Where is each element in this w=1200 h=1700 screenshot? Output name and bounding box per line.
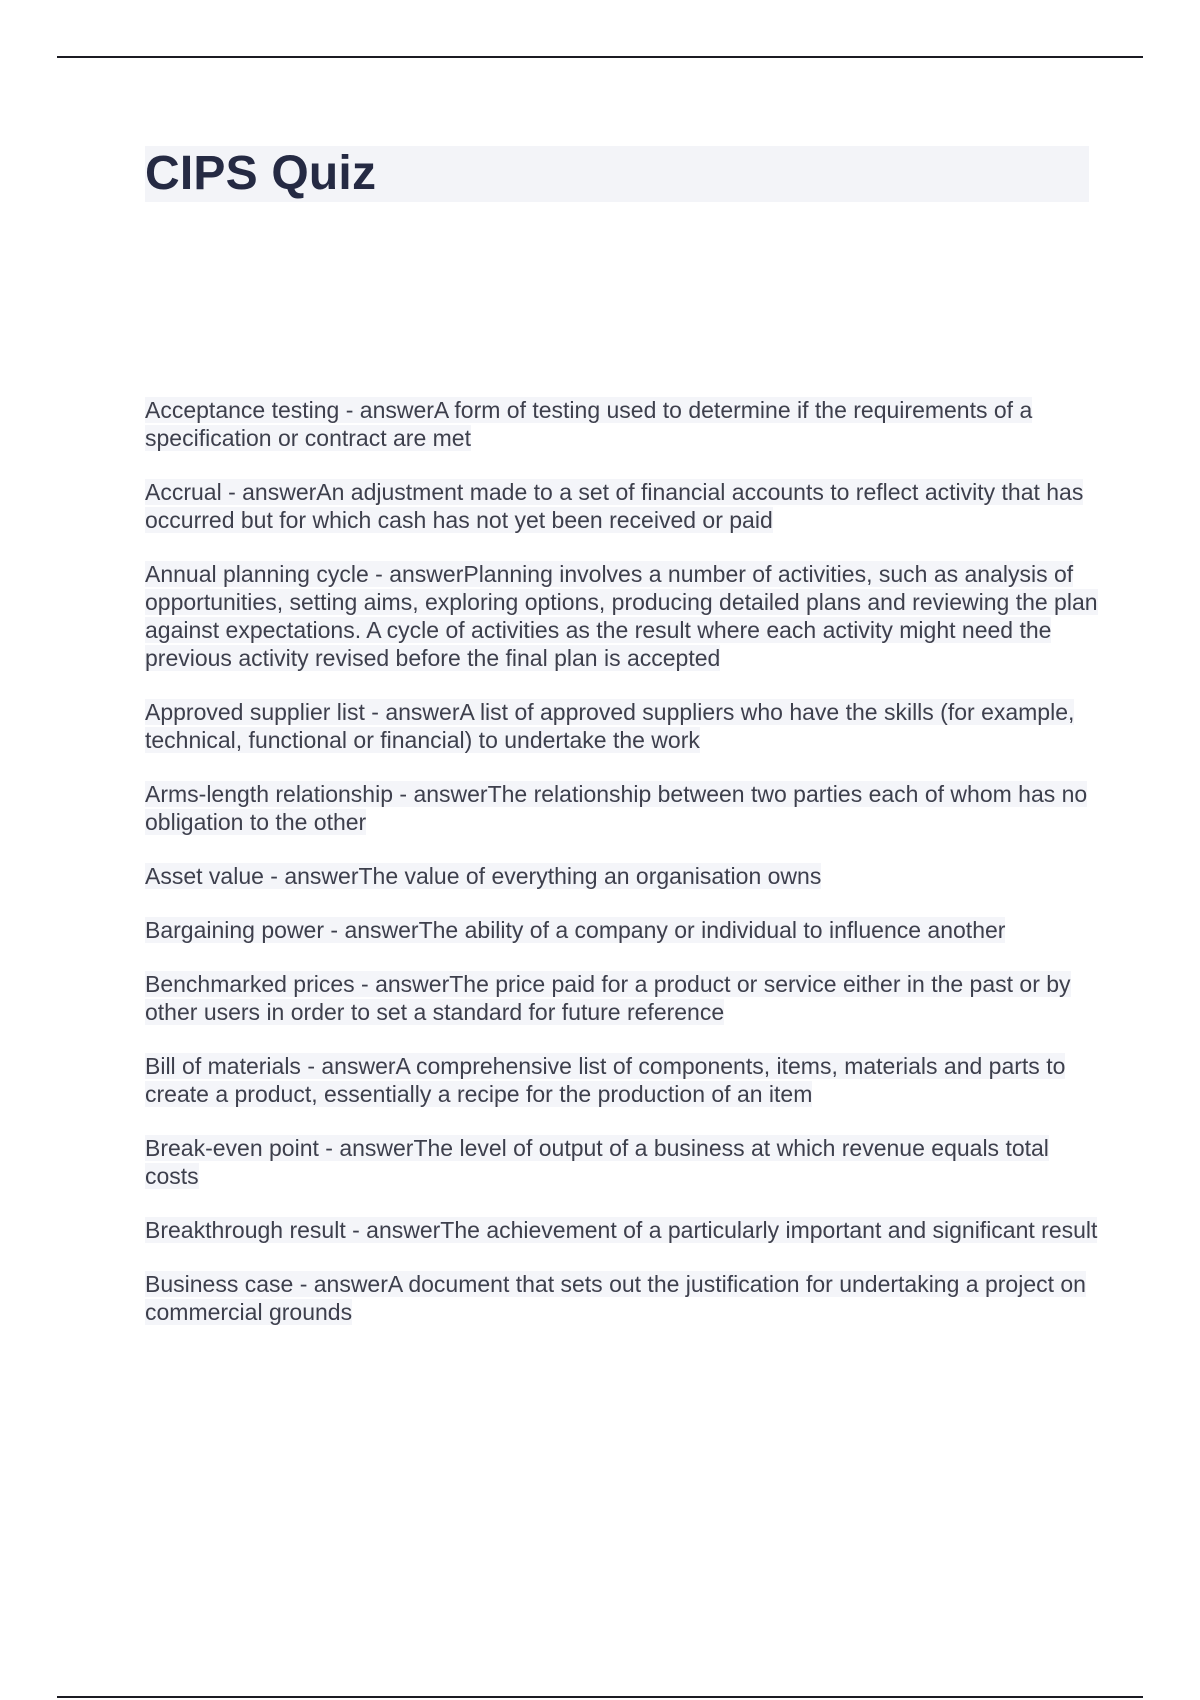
entry-text: Annual planning cycle - answerPlanning involves a number of activities, such as analysis of opportunities, setting aims, exploring options, producing detailed plans and reviewing the plan against expectations. A cycle of activities as the result where each activity might need the previous activity revised before the final plan is accepted [145,561,1098,671]
glossary-entry-benchmarked-prices [145,970,1100,1026]
entry-text: Asset value - answerThe value of everything an organisation owns [145,863,822,889]
entry-text: Arms-length relationship - answerThe relationship between two parties each of whom has no obligation to the other [145,781,1088,835]
glossary-entry-business-case [145,1270,1100,1326]
entry-text: Accrual - answerAn adjustment made to a set of financial accounts to reflect activity that has occurred but for which cash has not yet been received or paid [145,479,1084,533]
glossary-entry-approved-supplier-list [145,698,1100,754]
entry-text: Break-even point - answerThe level of output of a business at which revenue equals total costs [145,1135,1049,1189]
bottom-divider [57,1696,1143,1698]
glossary-entry-annual-planning-cycle [145,560,1100,672]
page-title: CIPS Quiz [145,147,377,200]
glossary-entry-accrual [145,478,1100,534]
entry-text: Acceptance testing - answerA form of testing used to determine if the requirements of a specification or contract are met [145,397,1033,451]
glossary-entry-arms-length-relationship [145,780,1100,836]
glossary-entry-bargaining-power [145,916,1100,944]
glossary-entry-asset-value [145,862,1100,890]
glossary-entry-acceptance-testing [145,396,1100,452]
entry-text: Breakthrough result - answerThe achievement of a particularly important and significant result [145,1217,1098,1243]
glossary-list [145,396,1100,1352]
entry-text: Bargaining power - answerThe ability of a company or individual to influence another [145,917,1006,943]
entry-text: Bill of materials - answerA comprehensive list of components, items, materials and parts to create a product, essentially a recipe for the production of an item [145,1053,1066,1107]
top-divider [57,56,1143,58]
glossary-entry-breakthrough-result [145,1216,1100,1244]
entry-text: Business case - answerA document that sets out the justification for undertaking a project on commercial grounds [145,1271,1086,1325]
glossary-entry-break-even-point [145,1134,1100,1190]
entry-text: Benchmarked prices - answerThe price paid for a product or service either in the past or by other users in order to set a standard for future reference [145,971,1071,1025]
glossary-entry-bill-of-materials [145,1052,1100,1108]
entry-text: Approved supplier list - answerA list of approved suppliers who have the skills (for example, technical, functional or financial) to undertake the work [145,699,1075,753]
